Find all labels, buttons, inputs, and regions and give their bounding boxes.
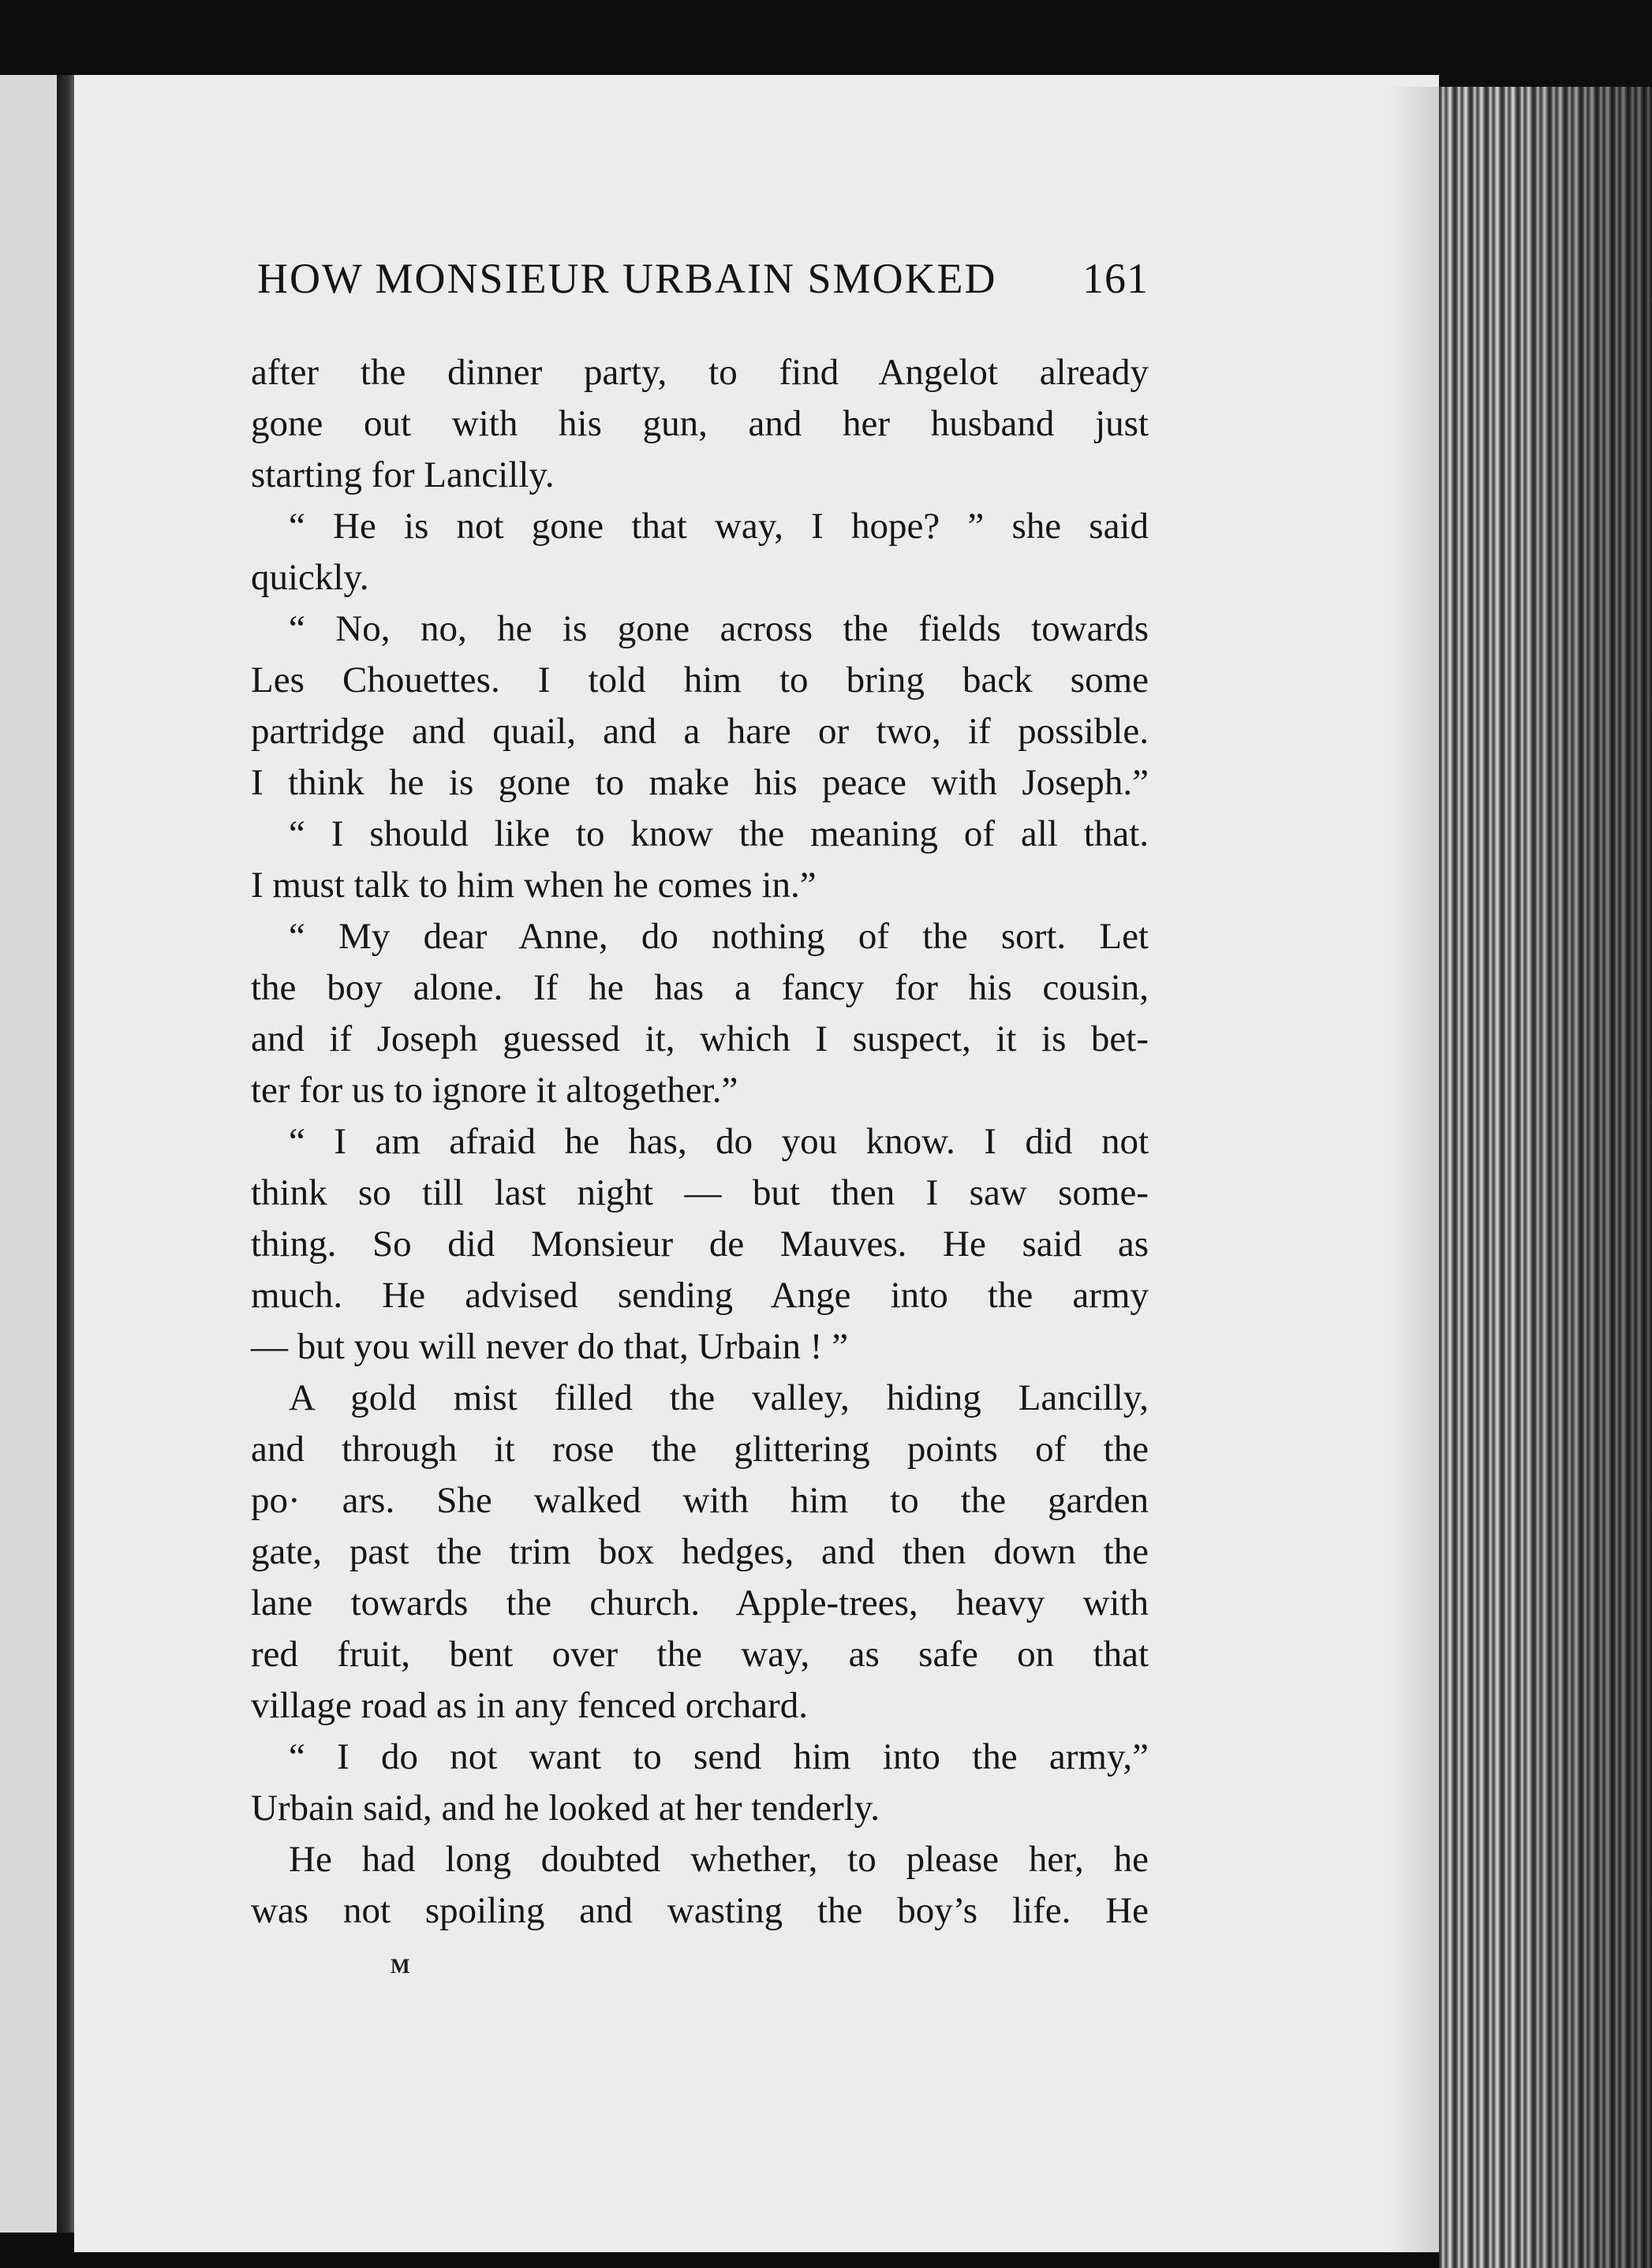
text-line: — but you will never do that, Urbain ! ”	[251, 1326, 849, 1367]
page-number: 161	[1082, 255, 1149, 302]
text-line: red fruit, bent over the way, as safe on that	[251, 1634, 1149, 1675]
text-line: lane towards the church. Apple-trees, heavy with	[251, 1582, 1149, 1623]
text-line: and if Joseph guessed it, which I suspect, it is bet-	[251, 1018, 1149, 1059]
text-line: “ I am afraid he has, do you know. I did not	[289, 1121, 1149, 1162]
text-line: “ I do not want to send him into the army,”	[289, 1736, 1149, 1777]
text-line: after the dinner party, to find Angelot already	[251, 352, 1149, 393]
text-line: the boy alone. If he has a fancy for his cousin,	[251, 967, 1149, 1008]
running-header	[257, 254, 1149, 303]
body-text	[251, 347, 1149, 1937]
text-line: “ He is not gone that way, I hope? ” she said	[289, 506, 1149, 547]
text-line: “ No, no, he is gone across the fields towards	[289, 608, 1149, 649]
page-curl-shadow	[1389, 87, 1439, 2252]
text-line: thing. So did Monsieur de Mauves. He said as	[251, 1224, 1149, 1265]
text-line: Les Chouettes. I told him to bring back some	[251, 659, 1149, 701]
text-line: gate, past the trim box hedges, and then down the	[251, 1531, 1149, 1572]
text-line: and through it rose the glittering points of the	[251, 1429, 1149, 1470]
text-line: gone out with his gun, and her husband just	[251, 403, 1149, 444]
text-line: po· ars. She walked with him to the garden	[251, 1480, 1149, 1521]
page-block-shadow	[1523, 87, 1652, 2268]
text-line: “ I should like to know the meaning of all that.	[289, 813, 1149, 854]
text-line: think so till last night — but then I saw some-	[251, 1172, 1149, 1213]
running-title: HOW MONSIEUR URBAIN SMOKED	[257, 255, 997, 302]
text-line: was not spoiling and wasting the boy’s life. He	[251, 1890, 1149, 1931]
text-line: starting for Lancilly.	[251, 454, 555, 495]
text-line: ter for us to ignore it altogether.”	[251, 1070, 738, 1111]
text-line: village road as in any fenced orchard.	[251, 1685, 808, 1726]
text-line: “ My dear Anne, do nothing of the sort. Let	[289, 916, 1149, 957]
text-line: Urbain said, and he looked at her tenderly.	[251, 1788, 880, 1829]
text-line: partridge and quail, and a hare or two, if possible.	[251, 711, 1149, 752]
book-gutter	[57, 75, 74, 2233]
text-line: quickly.	[251, 557, 369, 598]
text-line: A gold mist filled the valley, hiding Lancilly,	[289, 1377, 1149, 1418]
text-line: I think he is gone to make his peace with Joseph.”	[251, 762, 1149, 803]
previous-page-edge	[0, 75, 57, 2233]
signature-mark: M	[391, 1955, 410, 1978]
text-line: He had long doubted whether, to please her, he	[289, 1839, 1149, 1880]
text-line: I must talk to him when he comes in.”	[251, 865, 817, 906]
text-line: much. He advised sending Ange into the army	[251, 1275, 1149, 1316]
